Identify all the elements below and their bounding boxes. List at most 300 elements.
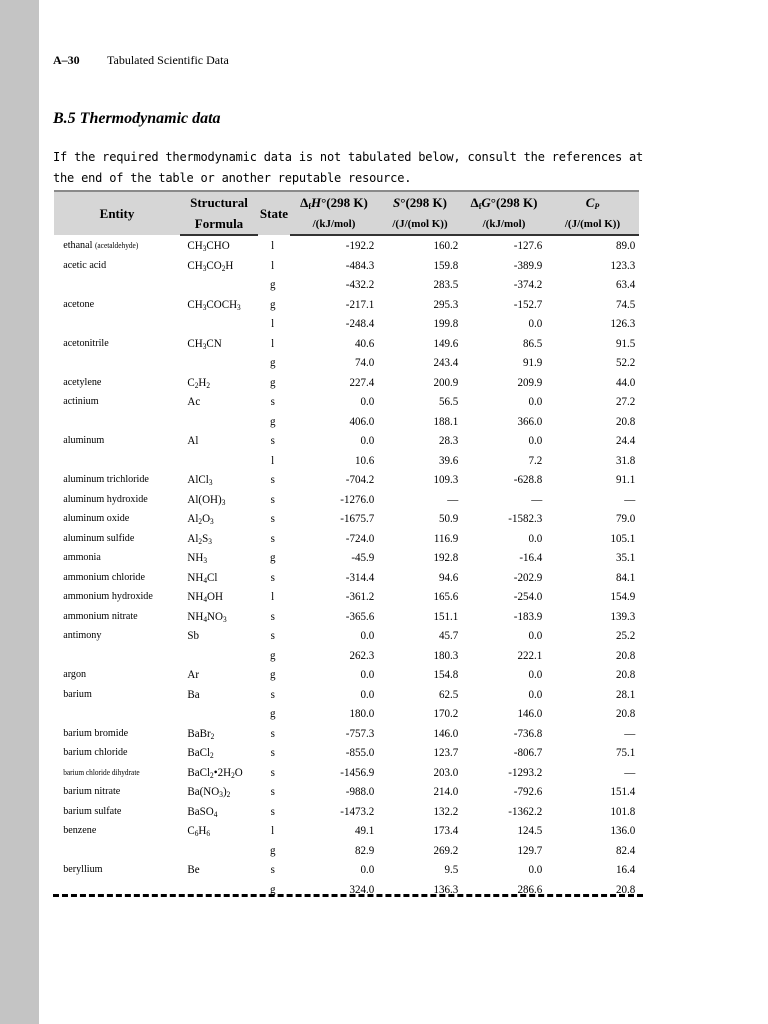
cell-heat-capacity: 126.3 — [610, 316, 636, 331]
table-row — [54, 685, 639, 705]
cell-enthalpy: 227.4 — [349, 374, 375, 389]
cell-enthalpy: -365.6 — [345, 608, 375, 623]
cell-entropy: 160.2 — [433, 238, 459, 253]
cell-formula — [180, 275, 252, 295]
column-unit-enthalpy: /(kJ/mol) — [290, 213, 378, 235]
cell-formula: Ba — [187, 686, 200, 701]
cell-gibbs: -1582.3 — [508, 511, 543, 526]
cell-enthalpy: 82.9 — [355, 842, 375, 857]
cell-entity — [54, 626, 170, 646]
cell-state: l — [271, 237, 275, 252]
entity-name: aluminum oxide — [63, 512, 130, 525]
cell-heat-capacity: 89.0 — [616, 238, 636, 253]
cell-entity — [54, 821, 170, 841]
cell-state: l — [271, 335, 275, 350]
entity-name: barium chloride dihydrate — [63, 767, 140, 777]
cell-formula: $CH_3CN$ — [187, 335, 222, 351]
cell-state: g — [269, 550, 276, 565]
table-row — [54, 665, 639, 685]
cell-state: s — [270, 628, 275, 643]
cell-entity — [54, 353, 170, 373]
cell-formula — [180, 412, 252, 432]
cell-entity — [54, 314, 170, 334]
table-row — [54, 841, 639, 861]
table-row — [54, 568, 639, 588]
cell-formula: Be — [187, 862, 200, 877]
cell-entity — [54, 334, 170, 354]
cell-entity — [54, 802, 170, 822]
cell-entity — [54, 235, 170, 256]
cell-formula: $NH_4Cl$ — [187, 569, 218, 585]
cell-gibbs: -806.7 — [513, 745, 543, 760]
cell-state: s — [270, 764, 275, 779]
entity-name: benzene — [63, 824, 97, 837]
cell-enthalpy: 0.0 — [360, 862, 375, 877]
cell-gibbs: -202.9 — [513, 569, 543, 584]
cell-state: g — [269, 667, 276, 682]
cell-heat-capacity: 20.8 — [616, 667, 636, 682]
cell-state: g — [269, 374, 276, 389]
table-row — [54, 509, 639, 529]
cell-heat-capacity: — — [624, 725, 636, 740]
cell-enthalpy: 49.1 — [355, 823, 375, 838]
cell-entropy: 180.3 — [433, 647, 459, 662]
cell-entropy: 62.5 — [439, 686, 459, 701]
cell-heat-capacity: — — [624, 491, 636, 506]
cell-entropy: 132.2 — [433, 803, 459, 818]
cell-formula: $NH_4NO_3$ — [187, 608, 227, 624]
cell-heat-capacity: 91.5 — [616, 335, 636, 350]
cell-entropy: 94.6 — [439, 569, 459, 584]
cell-enthalpy: 0.0 — [360, 667, 375, 682]
cell-gibbs: -16.4 — [519, 550, 543, 565]
cell-heat-capacity: 136.0 — [610, 823, 636, 838]
cell-entropy: 295.3 — [433, 296, 459, 311]
entity-name: aluminum sulfide — [63, 531, 135, 544]
cell-enthalpy: -704.2 — [345, 472, 375, 487]
cell-entropy: 109.3 — [433, 472, 459, 487]
column-unit-gibbs: /(kJ/mol) — [462, 213, 546, 235]
cell-enthalpy: 406.0 — [349, 413, 375, 428]
table-row — [54, 763, 639, 783]
cell-entity — [54, 724, 170, 744]
entity-note: (acetaldehyde) — [94, 240, 139, 250]
table-row — [54, 587, 639, 607]
cell-heat-capacity: 35.1 — [616, 550, 636, 565]
column-unit-entropy: /(J/(mol K)) — [378, 213, 462, 235]
cell-entropy: 199.8 — [433, 316, 459, 331]
cell-entropy: 188.1 — [433, 413, 459, 428]
entity-name: beryllium — [63, 863, 103, 876]
cell-entropy: 136.3 — [433, 881, 459, 896]
cell-formula — [180, 451, 252, 471]
cell-gibbs: -1362.2 — [508, 803, 543, 818]
cell-entropy: 165.6 — [433, 589, 459, 604]
table-header — [54, 191, 639, 235]
table-row — [54, 743, 639, 763]
table-body — [54, 235, 639, 899]
cell-gibbs: 146.0 — [517, 706, 543, 721]
cell-heat-capacity: 84.1 — [616, 569, 636, 584]
cell-entropy: 28.3 — [439, 433, 459, 448]
cell-state: s — [270, 725, 275, 740]
entity-name: ammonium chloride — [63, 570, 145, 583]
cell-entity — [54, 451, 170, 471]
cell-gibbs: 0.0 — [528, 530, 543, 545]
cell-entropy: 154.8 — [433, 667, 459, 682]
table-row — [54, 626, 639, 646]
cell-heat-capacity: — — [624, 764, 636, 779]
cell-entropy: 149.6 — [433, 335, 459, 350]
cell-gibbs: — — [531, 491, 543, 506]
cell-heat-capacity: 20.8 — [616, 413, 636, 428]
cell-entropy: 146.0 — [433, 725, 459, 740]
entity-name: barium — [63, 687, 92, 700]
cell-formula — [180, 314, 252, 334]
table-row — [54, 256, 639, 276]
cell-gibbs: 0.0 — [528, 433, 543, 448]
cell-state: s — [270, 569, 275, 584]
cell-gibbs: -628.8 — [513, 472, 543, 487]
cell-entity — [54, 743, 170, 763]
cell-entropy: 269.2 — [433, 842, 459, 857]
cell-gibbs: -1293.2 — [508, 764, 543, 779]
cell-heat-capacity: 82.4 — [616, 842, 636, 857]
cell-heat-capacity: 24.4 — [616, 433, 636, 448]
table-row — [54, 821, 639, 841]
cell-entity — [54, 782, 170, 802]
cell-heat-capacity: 91.1 — [616, 472, 636, 487]
cell-enthalpy: -432.2 — [345, 277, 375, 292]
entity-name: barium nitrate — [63, 785, 121, 798]
cell-state: l — [271, 589, 275, 604]
cell-gibbs: 286.6 — [517, 881, 543, 896]
cell-entity — [54, 665, 170, 685]
cell-state: s — [270, 745, 275, 760]
cell-state: s — [270, 686, 275, 701]
column-header-formula-line1: Structural — [180, 191, 258, 213]
cell-gibbs: -374.2 — [513, 277, 543, 292]
cell-gibbs: 0.0 — [528, 667, 543, 682]
cell-formula: Ar — [187, 667, 200, 682]
cell-enthalpy: 262.3 — [349, 647, 375, 662]
entity-name: acetone — [63, 297, 95, 310]
cell-heat-capacity: 25.2 — [616, 628, 636, 643]
entity-name: barium bromide — [63, 726, 129, 739]
cell-entropy: 214.0 — [433, 784, 459, 799]
cell-enthalpy: -192.2 — [345, 238, 375, 253]
table-row — [54, 451, 639, 471]
cell-entropy: 45.7 — [439, 628, 459, 643]
table-row — [54, 724, 639, 744]
cell-gibbs: -152.7 — [513, 296, 543, 311]
cell-formula: $C_6H_6$ — [187, 823, 211, 839]
table-row — [54, 412, 639, 432]
cell-enthalpy: 0.0 — [360, 394, 375, 409]
cell-entity — [54, 256, 170, 276]
table-row — [54, 646, 639, 666]
cell-formula: Ac — [187, 394, 201, 409]
table-row — [54, 548, 639, 568]
cell-heat-capacity: 16.4 — [616, 862, 636, 877]
cell-entity — [54, 685, 170, 705]
cell-enthalpy: 10.6 — [355, 452, 375, 467]
table-end-dashed-rule — [53, 894, 643, 897]
entity-name: aluminum — [63, 434, 105, 447]
cell-heat-capacity: 52.2 — [616, 355, 636, 370]
running-head-title: Tabulated Scientific Data — [107, 53, 229, 67]
column-header-enthalpy: $\Delta_fH^\circ(298$ K) — [290, 191, 378, 213]
cell-entropy: 151.1 — [433, 608, 459, 623]
cell-enthalpy: -988.0 — [345, 784, 375, 799]
cell-entity — [54, 548, 170, 568]
cell-state: s — [270, 472, 275, 487]
cell-enthalpy: -45.9 — [351, 550, 375, 565]
cell-state: g — [269, 413, 276, 428]
cell-state: s — [270, 608, 275, 623]
cell-gibbs: 91.9 — [523, 355, 543, 370]
cell-gibbs: 222.1 — [517, 647, 543, 662]
cell-gibbs: 0.0 — [528, 686, 543, 701]
cell-gibbs: 86.5 — [523, 335, 543, 350]
cell-state: s — [270, 862, 275, 877]
cell-gibbs: 209.9 — [517, 374, 543, 389]
cell-heat-capacity: 105.1 — [610, 530, 636, 545]
cell-state: g — [269, 355, 276, 370]
cell-entropy: 50.9 — [439, 511, 459, 526]
table-row — [54, 295, 639, 315]
cell-enthalpy: -1276.0 — [340, 491, 375, 506]
table-row — [54, 373, 639, 393]
cell-entity — [54, 568, 170, 588]
thermodynamic-data-table — [54, 190, 639, 899]
cell-enthalpy: -724.0 — [345, 530, 375, 545]
cell-enthalpy: 0.0 — [360, 433, 375, 448]
cell-state: s — [270, 530, 275, 545]
cell-state: s — [270, 433, 275, 448]
cell-entity — [54, 646, 170, 666]
cell-gibbs: -389.9 — [513, 257, 543, 272]
cell-state: g — [269, 296, 276, 311]
table-row — [54, 490, 639, 510]
table-row — [54, 392, 639, 412]
cell-state: g — [269, 842, 276, 857]
cell-entropy: 170.2 — [433, 706, 459, 721]
cell-formula — [180, 704, 252, 724]
table-row — [54, 353, 639, 373]
cell-state: g — [269, 706, 276, 721]
cell-enthalpy: -484.3 — [345, 257, 375, 272]
cell-gibbs: -127.6 — [513, 238, 543, 253]
cell-formula — [180, 841, 252, 861]
cell-heat-capacity: 139.3 — [610, 608, 636, 623]
page-number: A–30 — [53, 53, 80, 67]
cell-formula: $CH_3CO_2H$ — [187, 257, 234, 273]
cell-entity — [54, 275, 170, 295]
cell-heat-capacity: 151.4 — [610, 784, 636, 799]
column-header-entity: Entity — [54, 191, 180, 235]
cell-enthalpy: 74.0 — [355, 355, 375, 370]
table-row — [54, 607, 639, 627]
cell-gibbs: -792.6 — [513, 784, 543, 799]
table-row — [54, 704, 639, 724]
cell-entropy: 9.5 — [444, 862, 459, 877]
column-header-formula-line2: Formula — [180, 213, 258, 235]
table-row — [54, 802, 639, 822]
cell-entropy: 123.7 — [433, 745, 459, 760]
cell-gibbs: 124.5 — [517, 823, 543, 838]
cell-entity — [54, 392, 170, 412]
cell-enthalpy: 40.6 — [355, 335, 375, 350]
cell-enthalpy: -855.0 — [345, 745, 375, 760]
cell-state: l — [271, 257, 275, 272]
cell-heat-capacity: 154.9 — [610, 589, 636, 604]
cell-formula — [180, 646, 252, 666]
entity-name: ethanal — [63, 238, 93, 251]
column-header-heat-capacity: $C_P$ — [546, 191, 639, 213]
cell-formula: $CH_3CHO$ — [187, 238, 230, 254]
cell-entity — [54, 470, 170, 490]
cell-enthalpy: 0.0 — [360, 686, 375, 701]
entity-name: aluminum trichloride — [63, 473, 149, 486]
running-head — [53, 53, 229, 68]
cell-gibbs: 366.0 — [517, 413, 543, 428]
cell-formula: Sb — [187, 628, 200, 643]
cell-formula: $CH_3COCH_3$ — [187, 296, 241, 312]
table-row — [54, 235, 639, 256]
cell-entropy: 200.9 — [433, 374, 459, 389]
cell-formula: BaBr$_2$ — [187, 725, 215, 741]
cell-gibbs: -736.8 — [513, 725, 543, 740]
cell-state: g — [269, 277, 276, 292]
cell-formula: $C_2H_2$ — [187, 374, 211, 390]
cell-formula: AlCl$_3$ — [187, 472, 213, 488]
cell-state: s — [270, 394, 275, 409]
cell-enthalpy: -1675.7 — [340, 511, 375, 526]
cell-enthalpy: -361.2 — [345, 589, 375, 604]
cell-heat-capacity: 74.5 — [616, 296, 636, 311]
cell-entropy: 159.8 — [433, 257, 459, 272]
cell-entropy: 56.5 — [439, 394, 459, 409]
table-row — [54, 529, 639, 549]
cell-formula: $Al_2S_3$ — [187, 530, 212, 546]
cell-heat-capacity: 27.2 — [616, 394, 636, 409]
entity-name: aluminum hydroxide — [63, 492, 148, 505]
section-title: B.5 Thermodynamic data — [53, 110, 221, 127]
cell-heat-capacity: 63.4 — [616, 277, 636, 292]
cell-entropy: 192.8 — [433, 550, 459, 565]
entity-name: actinium — [63, 395, 99, 408]
cell-gibbs: -254.0 — [513, 589, 543, 604]
cell-entity — [54, 607, 170, 627]
cell-state: l — [271, 316, 275, 331]
cell-gibbs: -183.9 — [513, 608, 543, 623]
table-row — [54, 314, 639, 334]
table-row — [54, 782, 639, 802]
table-row — [54, 334, 639, 354]
cell-entity — [54, 431, 170, 451]
cell-entity — [54, 490, 170, 510]
cell-entity — [54, 373, 170, 393]
intro-paragraph: If the required thermodynamic data is not tabulated below, consult the references at the end of the table or another reputable resource. — [53, 150, 644, 185]
cell-entropy: 283.5 — [433, 277, 459, 292]
table-row — [54, 860, 639, 880]
cell-heat-capacity: 28.1 — [616, 686, 636, 701]
cell-formula: $Al(OH)_3$ — [187, 491, 226, 507]
cell-formula: $BaCl_2•2H_2O$ — [187, 764, 243, 780]
cell-state: s — [270, 491, 275, 506]
cell-formula: BaSO$_4$ — [187, 803, 218, 819]
cell-entity — [54, 860, 170, 880]
cell-gibbs: 0.0 — [528, 316, 543, 331]
cell-entity — [54, 763, 170, 783]
cell-entity — [54, 412, 170, 432]
cell-enthalpy: -757.3 — [345, 725, 375, 740]
cell-state: l — [271, 452, 275, 467]
cell-heat-capacity: 20.8 — [616, 881, 636, 896]
cell-entropy: 203.0 — [433, 764, 459, 779]
cell-heat-capacity: 79.0 — [616, 511, 636, 526]
cell-enthalpy: -217.1 — [345, 296, 375, 311]
cell-entity — [54, 529, 170, 549]
cell-entropy: 39.6 — [439, 452, 459, 467]
cell-entropy: 116.9 — [433, 530, 459, 545]
cell-entropy: 173.4 — [433, 823, 459, 838]
cell-heat-capacity: 44.0 — [616, 374, 636, 389]
cell-state: l — [271, 823, 275, 838]
column-header-state: State — [258, 191, 290, 235]
cell-enthalpy: -314.4 — [345, 569, 375, 584]
cell-formula — [180, 353, 252, 373]
cell-heat-capacity: 20.8 — [616, 706, 636, 721]
table-row — [54, 470, 639, 490]
cell-enthalpy: 324.0 — [349, 881, 375, 896]
cell-enthalpy: 180.0 — [349, 706, 375, 721]
cell-enthalpy: -248.4 — [345, 316, 375, 331]
entity-name: acetonitrile — [63, 336, 109, 349]
cell-entropy: — — [447, 491, 459, 506]
cell-formula: $NH_3$ — [187, 550, 207, 566]
cell-gibbs: 0.0 — [528, 862, 543, 877]
entity-name: ammonia — [63, 551, 101, 564]
cell-gibbs: 7.2 — [528, 452, 543, 467]
column-header-entropy: S°(298 K) — [378, 191, 462, 213]
cell-entity — [54, 509, 170, 529]
entity-name: ammonium hydroxide — [63, 590, 153, 603]
cell-heat-capacity: 123.3 — [610, 257, 636, 272]
cell-formula: $Ba(NO_3)_2$ — [187, 784, 231, 800]
cell-entropy: 243.4 — [433, 355, 459, 370]
cell-gibbs: 0.0 — [528, 394, 543, 409]
cell-enthalpy: -1456.9 — [340, 764, 375, 779]
cell-heat-capacity: 20.8 — [616, 647, 636, 662]
entity-name: acetic acid — [63, 258, 107, 271]
cell-state: s — [270, 803, 275, 818]
entity-name: acetylene — [63, 375, 102, 388]
cell-heat-capacity: 75.1 — [616, 745, 636, 760]
cell-formula: $Al_2O_3$ — [187, 511, 214, 527]
cell-state: g — [269, 647, 276, 662]
page-margin-bar — [0, 0, 39, 1024]
cell-heat-capacity: 101.8 — [610, 803, 636, 818]
entity-name: barium chloride — [63, 746, 128, 759]
cell-enthalpy: 0.0 — [360, 628, 375, 643]
cell-entity — [54, 841, 170, 861]
cell-entity — [54, 295, 170, 315]
cell-state: s — [270, 784, 275, 799]
cell-state: g — [269, 881, 276, 896]
cell-entity — [54, 704, 170, 724]
